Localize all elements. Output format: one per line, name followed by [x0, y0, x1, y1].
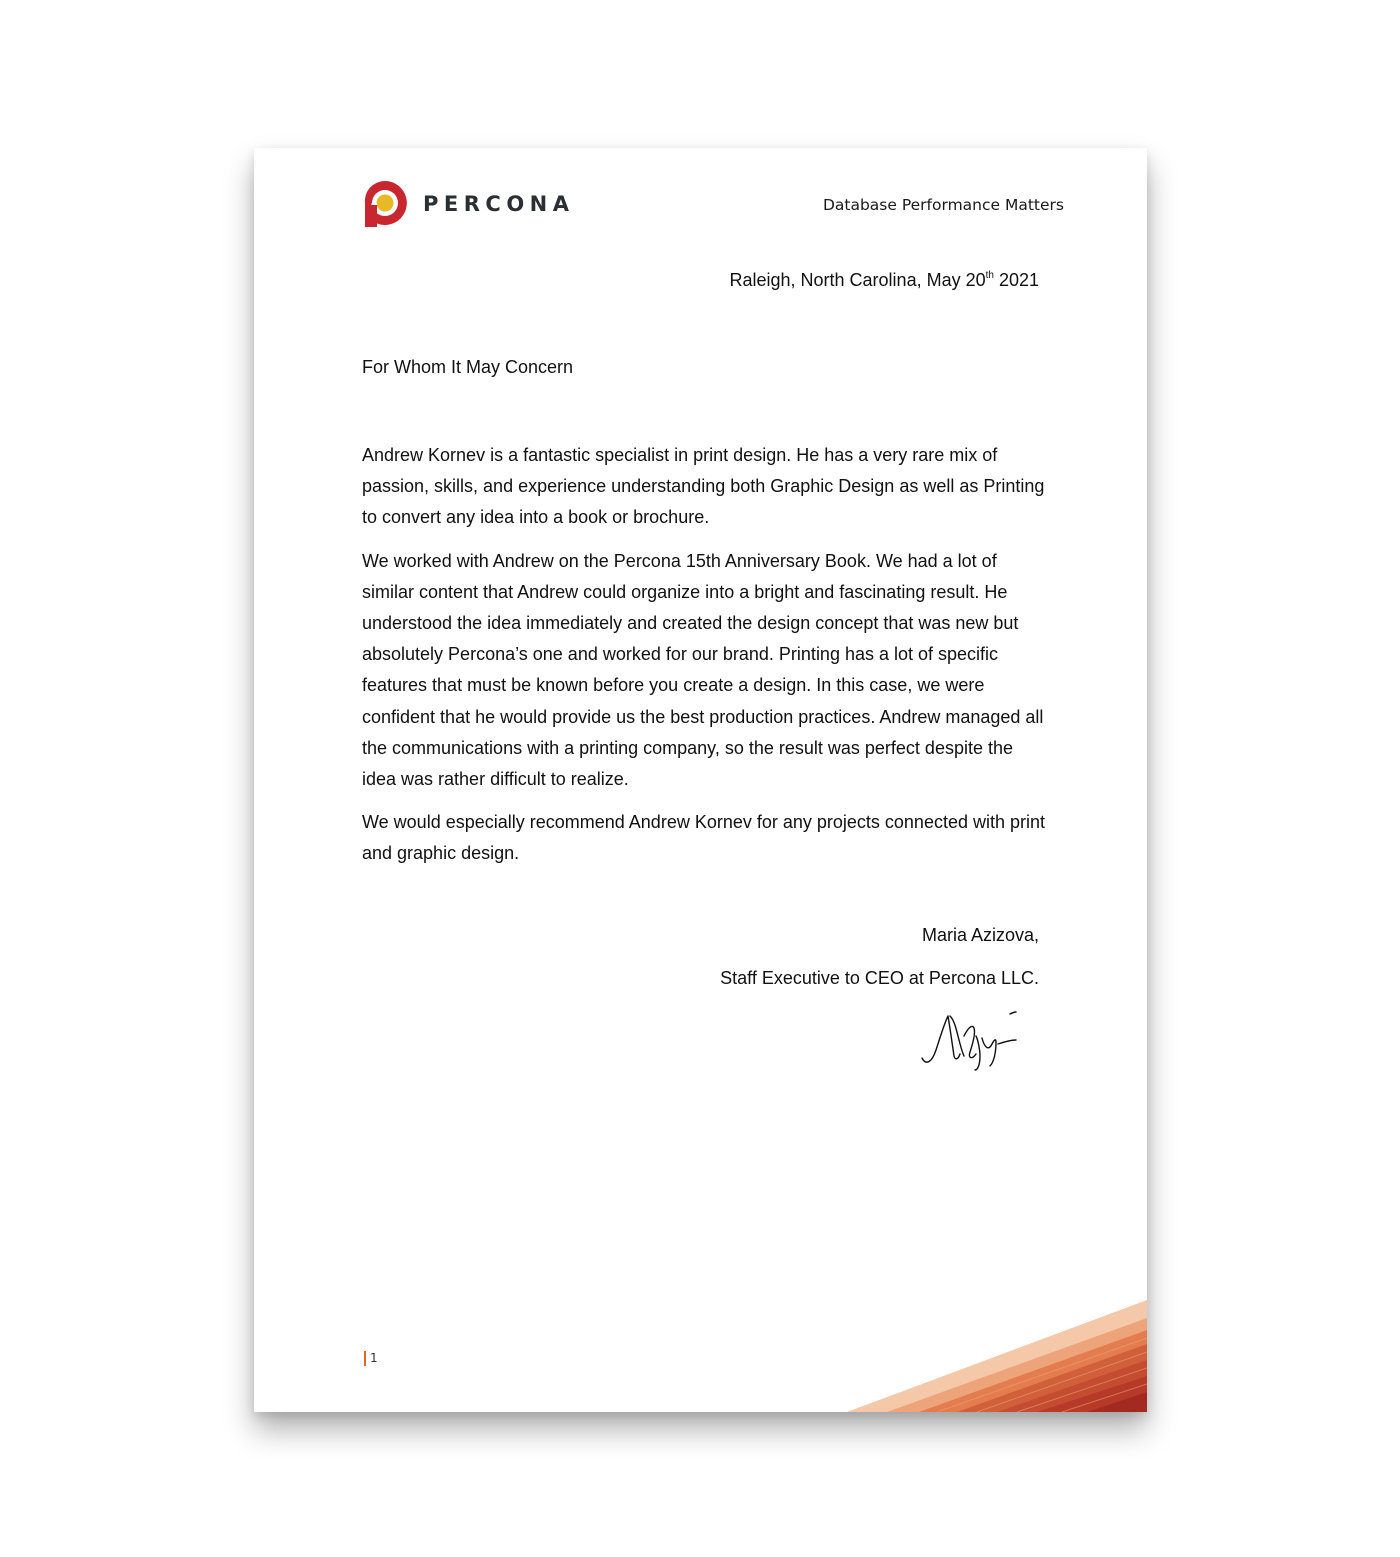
percona-p-logo-icon	[361, 179, 409, 229]
handwritten-signature	[918, 1006, 1028, 1076]
percona-logo	[361, 179, 575, 229]
dateline	[729, 270, 1039, 291]
letter-page	[254, 148, 1147, 1412]
paragraph-1: Andrew Kornev is a fantastic specialist in print design. He has a very rare mix of passion, skills, and experience understanding both Graphic Design as well as Printing to convert any idea into a book or brochure.	[362, 445, 1045, 528]
dateline-prefix: Raleigh, North Carolina, May 20	[729, 270, 986, 290]
tagline: Database Performance Matters	[822, 196, 1064, 214]
brand-name: PERCONA	[423, 192, 575, 216]
closing-block	[720, 924, 1039, 989]
paragraph-2: We worked with Andrew on the Percona 15th Anniversary Book. We had a lot of similar content that Andrew could organize into a bright and fascinating result. He understood the idea immediately and created the design concept that was new but absolutely Percona’s one and worked for our brand. Printing has a lot of specific features that must be known before you create a design. In this case, we were confident that he would provide us the best production practices. Andrew managed all the communications with a printing company, so the result was perfect despite the idea was rather difficult to realize.	[362, 550, 1044, 790]
dateline-year: 2021	[993, 270, 1039, 290]
page-number: 1	[364, 1351, 378, 1366]
signer-name: Maria Azizova,	[921, 925, 1039, 945]
salutation: For Whom It May Concern	[362, 357, 574, 377]
letter-body	[362, 440, 1052, 882]
paragraph-3: We would especially recommend Andrew Kornev for any projects connected with print and graphic design.	[362, 812, 1046, 864]
dateline-ordinal: th	[985, 270, 994, 281]
signer-title: Staff Executive to CEO at Percona LLC.	[720, 968, 1039, 988]
corner-decoration	[847, 1292, 1147, 1412]
